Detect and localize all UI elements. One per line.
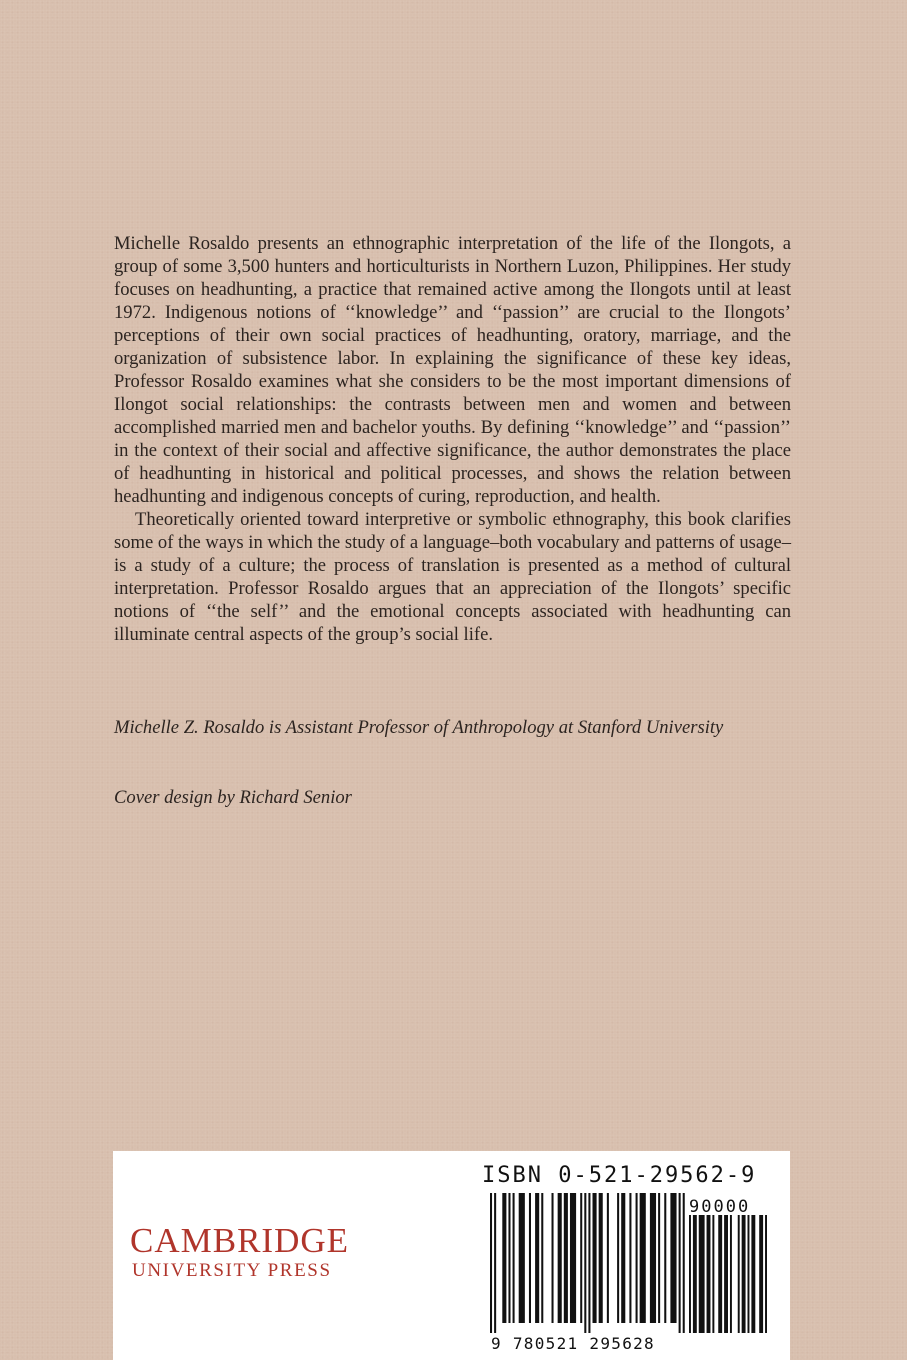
barcode-bar <box>664 1193 666 1323</box>
barcode-bar <box>588 1193 590 1333</box>
barcode-bar <box>738 1215 740 1333</box>
barcode-bar <box>593 1193 597 1323</box>
barcode-bar <box>765 1215 767 1333</box>
barcode-bar <box>541 1193 543 1323</box>
barcode-bar <box>730 1215 732 1333</box>
ean-digits: 9 780521 295628 <box>491 1334 655 1353</box>
ean-barcode <box>486 1193 686 1333</box>
barcode-bar <box>535 1193 539 1323</box>
barcode-bar <box>584 1193 586 1333</box>
barcode-bar <box>513 1193 515 1323</box>
barcode-bar <box>621 1193 625 1323</box>
barcode-bar <box>718 1215 722 1333</box>
barcode-bar <box>724 1215 728 1333</box>
cover-credit: Cover design by Richard Senior <box>114 787 352 808</box>
barcode-bar <box>490 1193 492 1333</box>
barcode-bar <box>640 1193 646 1323</box>
isbn-label: ISBN 0-521-29562-9 <box>482 1163 757 1188</box>
barcode-bar <box>707 1215 711 1333</box>
barcode-bar <box>712 1215 714 1333</box>
publisher-name: CAMBRIDGE <box>130 1221 350 1260</box>
publisher-subtitle: UNIVERSITY PRESS <box>132 1260 332 1281</box>
barcode-bar <box>699 1215 705 1333</box>
barcode-bar <box>689 1215 691 1333</box>
barcode-bar <box>529 1193 531 1323</box>
barcode-bar <box>508 1193 510 1323</box>
barcode-bar <box>599 1193 603 1323</box>
book-description <box>114 232 791 646</box>
description-paragraph-1: Michelle Rosaldo presents an ethnographic interpretation of the life of the Ilongots, a group of some 3,500 hunters and horticulturists in Northern Luzon, Philippines. Her study focuses on headhunting, a practice that remained active among the Ilongots until at least 1972. Indigenous notions of ‘‘knowledge’’ and ‘‘passion’’ are crucial to the Ilongots’ perceptions of their own social practices of headhunting, oratory, marriage, and the organization of subsistence labor. In explaining the significance of these key ideas, Professor Rosaldo examines what she considers to be the most important dimensions of Ilongot social relationships: the contrasts between men and women and between accomplished married men and bachelor youths. By defining ‘‘knowledge’’ and ‘‘passion’’ in the context of their social and affective significance, the author demonstrates the place of headhunting in historical and political processes, and shows the relation between headhunting and indigenous concepts of curing, reproduction, and health. <box>114 233 791 507</box>
barcode-bar <box>580 1193 582 1323</box>
barcode-bar <box>629 1193 631 1323</box>
publisher-barcode-panel <box>113 1151 790 1360</box>
description-paragraph-2: Theoretically oriented toward interpretive or symbolic ethnography, this book clarifies some of the ways in which the study of a language–both vocabulary and patterns of usage–is a study of a culture; the process of translation is presented as a method of cultural interpretation. Professor Rosaldo argues that an appreciation of the Ilongots’ specific notions of ‘‘the self’’ and the emotional concepts associated with headhunting can illuminate central aspects of the group’s social life. <box>114 509 791 645</box>
barcode-bar <box>742 1215 746 1333</box>
barcode-bar <box>494 1193 496 1333</box>
barcode-bar <box>693 1215 697 1333</box>
barcode-bar <box>607 1193 609 1323</box>
barcode-bar <box>748 1215 750 1333</box>
barcode-bar <box>679 1193 681 1333</box>
author-bio: Michelle Z. Rosaldo is Assistant Professor of Anthropology at Stanford University <box>114 717 724 738</box>
barcode-bar <box>636 1193 638 1323</box>
barcode-bar <box>617 1193 619 1323</box>
barcode-bar <box>658 1193 660 1323</box>
barcode-bar <box>759 1215 763 1333</box>
barcode-bar <box>670 1193 676 1323</box>
barcode-bar <box>683 1193 685 1333</box>
barcode-bar <box>650 1193 656 1323</box>
barcode-bar <box>564 1193 568 1323</box>
barcode-bar <box>552 1193 554 1323</box>
barcode-bar <box>751 1215 755 1333</box>
addon-digits: 90000 <box>689 1197 751 1217</box>
barcode-bar <box>558 1193 562 1323</box>
barcode-bar <box>570 1193 576 1323</box>
barcode-bar <box>519 1193 525 1323</box>
addon-barcode <box>687 1215 767 1333</box>
barcode-bar <box>502 1193 506 1323</box>
